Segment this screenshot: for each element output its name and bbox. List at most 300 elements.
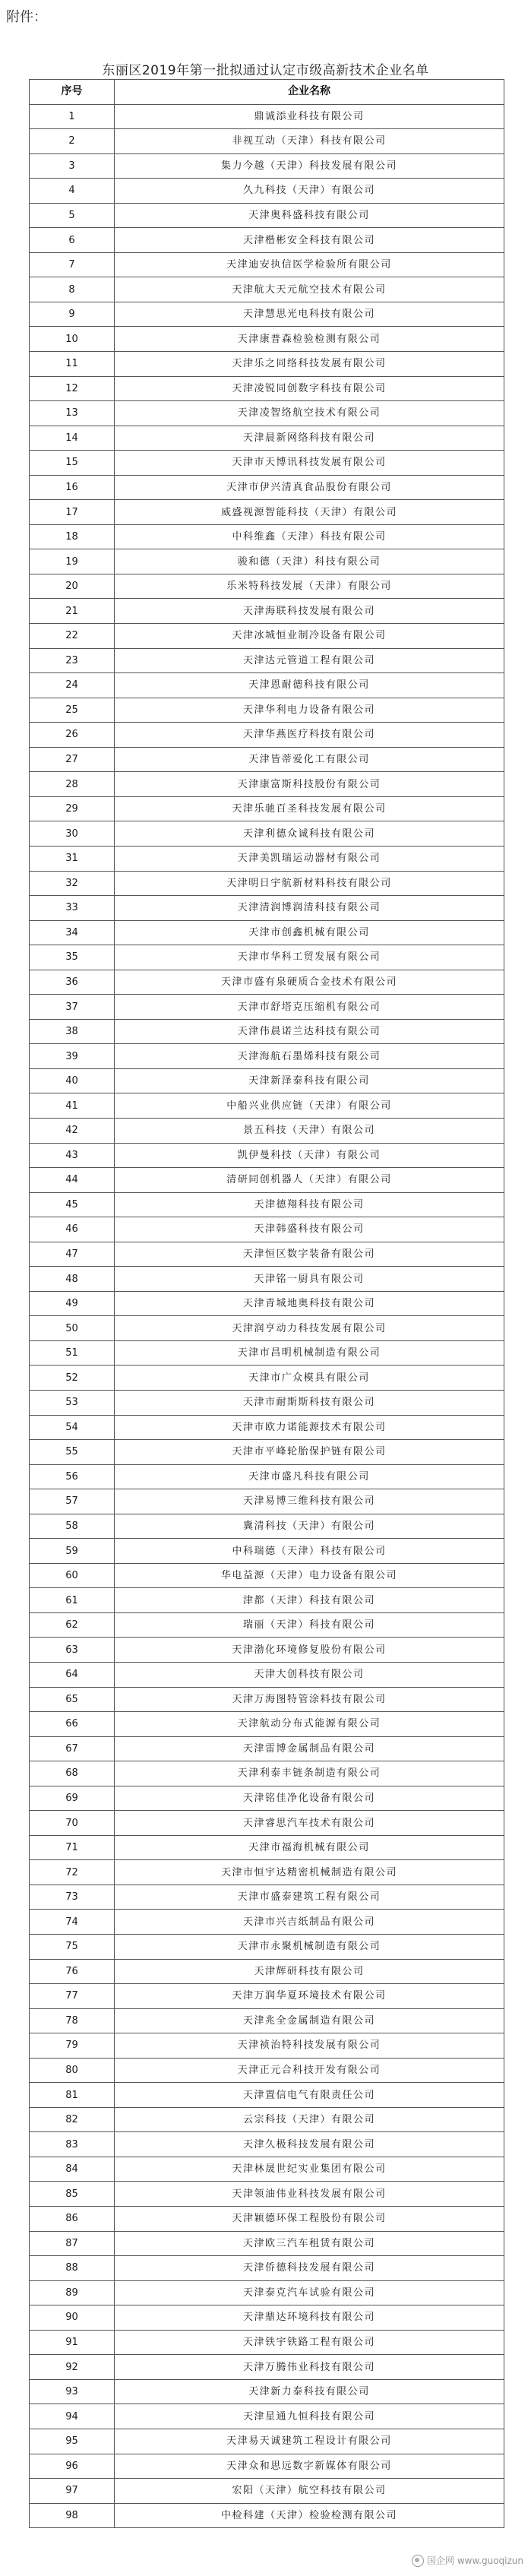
company-name: 天津鼎达环境科技有限公司 bbox=[115, 2305, 504, 2331]
company-name: 清研同创机器人（天津）有限公司 bbox=[115, 1168, 504, 1193]
row-index: 48 bbox=[30, 1267, 115, 1292]
row-index: 84 bbox=[30, 2157, 115, 2182]
row-index: 66 bbox=[30, 1712, 115, 1737]
company-name: 天津侨德科技发展有限公司 bbox=[115, 2256, 504, 2281]
row-index: 53 bbox=[30, 1390, 115, 1415]
company-name: 天津华利电力设备有限公司 bbox=[115, 698, 504, 723]
table-row bbox=[30, 871, 504, 896]
company-name: 天津华燕医疗科技有限公司 bbox=[115, 723, 504, 748]
table-row bbox=[30, 2379, 504, 2404]
table-row bbox=[30, 1267, 504, 1292]
table-body bbox=[30, 104, 504, 2528]
row-index: 96 bbox=[30, 2454, 115, 2479]
table-row bbox=[30, 896, 504, 921]
row-index: 18 bbox=[30, 524, 115, 549]
row-index: 16 bbox=[30, 475, 115, 500]
row-index: 5 bbox=[30, 203, 115, 228]
table-row bbox=[30, 1811, 504, 1836]
company-name: 天津欧三汽车租赁有限公司 bbox=[115, 2231, 504, 2256]
table-row bbox=[30, 451, 504, 476]
company-name: 天津市福海机械有限公司 bbox=[115, 1835, 504, 1860]
row-index: 44 bbox=[30, 1168, 115, 1193]
table-row bbox=[30, 1563, 504, 1588]
row-index: 91 bbox=[30, 2330, 115, 2355]
table-row bbox=[30, 1242, 504, 1267]
company-name: 天津市平峰轮胎保护链有限公司 bbox=[115, 1440, 504, 1465]
table-row bbox=[30, 1712, 504, 1737]
table-row bbox=[30, 2033, 504, 2059]
watermark-text: 国企网 www.guoqizun bbox=[427, 2555, 523, 2566]
table-header-row bbox=[30, 80, 504, 105]
table-row bbox=[30, 698, 504, 723]
table-row bbox=[30, 1539, 504, 1564]
row-index: 58 bbox=[30, 1514, 115, 1539]
company-name: 天津大创科技有限公司 bbox=[115, 1663, 504, 1688]
table-row bbox=[30, 549, 504, 574]
row-index: 94 bbox=[30, 2404, 115, 2429]
table-row bbox=[30, 2207, 504, 2232]
row-index: 82 bbox=[30, 2107, 115, 2132]
table-row bbox=[30, 1340, 504, 1366]
column-header-index: 序号 bbox=[30, 80, 115, 105]
attachment-label: 附件： bbox=[6, 9, 47, 25]
company-name: 天津市盛泰建筑工程有限公司 bbox=[115, 1885, 504, 1910]
company-name: 天津市创鑫机械有限公司 bbox=[115, 920, 504, 945]
row-index: 60 bbox=[30, 1563, 115, 1588]
row-index: 67 bbox=[30, 1736, 115, 1761]
table-row bbox=[30, 1093, 504, 1119]
row-index: 54 bbox=[30, 1415, 115, 1440]
table-row bbox=[30, 352, 504, 377]
company-name: 华电益源（天津）电力设备有限公司 bbox=[115, 1563, 504, 1588]
company-name: 鼎诚添业科技有限公司 bbox=[115, 104, 504, 129]
company-name: 天津易博三维科技有限公司 bbox=[115, 1489, 504, 1514]
row-index: 40 bbox=[30, 1068, 115, 1093]
table-row bbox=[30, 648, 504, 673]
table-row bbox=[30, 2132, 504, 2157]
table-row bbox=[30, 1390, 504, 1415]
row-index: 36 bbox=[30, 970, 115, 995]
row-index: 86 bbox=[30, 2207, 115, 2232]
table-row bbox=[30, 153, 504, 179]
company-name: 天津韩盛科技有限公司 bbox=[115, 1217, 504, 1242]
table-row bbox=[30, 2182, 504, 2207]
table-row bbox=[30, 376, 504, 401]
table-row bbox=[30, 1291, 504, 1316]
table-row bbox=[30, 2107, 504, 2132]
company-name: 天津利德众诚科技有限公司 bbox=[115, 821, 504, 847]
table-row bbox=[30, 129, 504, 154]
table-row bbox=[30, 1860, 504, 1885]
row-index: 34 bbox=[30, 920, 115, 945]
row-index: 20 bbox=[30, 574, 115, 599]
table-row bbox=[30, 2083, 504, 2108]
table-row bbox=[30, 673, 504, 698]
company-name: 天津市天博讯科技发展有限公司 bbox=[115, 451, 504, 476]
table-row bbox=[30, 1068, 504, 1093]
table-row bbox=[30, 179, 504, 204]
table-row bbox=[30, 2305, 504, 2331]
row-index: 98 bbox=[30, 2503, 115, 2528]
row-index: 29 bbox=[30, 796, 115, 821]
company-name: 天津领油伟业科技发展有限公司 bbox=[115, 2182, 504, 2207]
table-row bbox=[30, 1959, 504, 1984]
row-index: 37 bbox=[30, 995, 115, 1020]
table-row bbox=[30, 1935, 504, 1960]
company-name: 景五科技（天津）有限公司 bbox=[115, 1118, 504, 1143]
company-name: 天津乐之同络科技发展有限公司 bbox=[115, 352, 504, 377]
row-index: 95 bbox=[30, 2429, 115, 2454]
company-name: 天津润亨动力科技发展有限公司 bbox=[115, 1316, 504, 1341]
table-row bbox=[30, 796, 504, 821]
company-name: 天津铭佳净化设备有限公司 bbox=[115, 1786, 504, 1811]
row-index: 88 bbox=[30, 2256, 115, 2281]
table-row bbox=[30, 1663, 504, 1688]
table-row bbox=[30, 203, 504, 228]
table-row bbox=[30, 2429, 504, 2454]
row-index: 43 bbox=[30, 1143, 115, 1168]
company-name: 天津凌智络航空技术有限公司 bbox=[115, 401, 504, 426]
row-index: 38 bbox=[30, 1019, 115, 1044]
company-name: 天津冰城恒业制冷设备有限公司 bbox=[115, 624, 504, 649]
row-index: 78 bbox=[30, 2008, 115, 2033]
table-row bbox=[30, 846, 504, 871]
table-row bbox=[30, 2479, 504, 2504]
row-index: 64 bbox=[30, 1663, 115, 1688]
row-index: 25 bbox=[30, 698, 115, 723]
row-index: 14 bbox=[30, 426, 115, 451]
document-title: 东丽区2019年第一批拟通过认定市级高新技术企业名单 bbox=[102, 63, 429, 78]
row-index: 80 bbox=[30, 2058, 115, 2083]
table-row bbox=[30, 426, 504, 451]
table-row bbox=[30, 2008, 504, 2033]
company-name: 天津众和思远数字新媒体有限公司 bbox=[115, 2454, 504, 2479]
table-row bbox=[30, 500, 504, 525]
company-name: 天津市舒塔克压缩机有限公司 bbox=[115, 995, 504, 1020]
row-index: 30 bbox=[30, 821, 115, 847]
row-index: 71 bbox=[30, 1835, 115, 1860]
company-name: 天津雷博金属制品有限公司 bbox=[115, 1736, 504, 1761]
watermark-logo-icon bbox=[412, 2555, 424, 2567]
row-index: 35 bbox=[30, 945, 115, 970]
table-row bbox=[30, 1786, 504, 1811]
table-row bbox=[30, 1638, 504, 1663]
company-name: 天津市昌明机械制造有限公司 bbox=[115, 1340, 504, 1366]
row-index: 55 bbox=[30, 1440, 115, 1465]
table-row bbox=[30, 2330, 504, 2355]
company-name: 天津万润华夏环境技术有限公司 bbox=[115, 1984, 504, 2009]
row-index: 2 bbox=[30, 129, 115, 154]
row-index: 9 bbox=[30, 302, 115, 327]
company-name: 宏阳（天津）航空科技有限公司 bbox=[115, 2479, 504, 2504]
company-name: 天津利泰丰链条制造有限公司 bbox=[115, 1761, 504, 1786]
table-row bbox=[30, 2157, 504, 2182]
company-name: 天津迪安执信医学检验所有限公司 bbox=[115, 252, 504, 277]
row-index: 13 bbox=[30, 401, 115, 426]
row-index: 57 bbox=[30, 1489, 115, 1514]
company-name: 天津市华科工贸发展有限公司 bbox=[115, 945, 504, 970]
table-row bbox=[30, 624, 504, 649]
company-name: 威盛视源智能科技（天津）有限公司 bbox=[115, 500, 504, 525]
row-index: 81 bbox=[30, 2083, 115, 2108]
table-row bbox=[30, 228, 504, 253]
row-index: 76 bbox=[30, 1959, 115, 1984]
row-index: 79 bbox=[30, 2033, 115, 2059]
row-index: 23 bbox=[30, 648, 115, 673]
table-row bbox=[30, 920, 504, 945]
row-index: 90 bbox=[30, 2305, 115, 2331]
company-name: 天津市盛凡科技有限公司 bbox=[115, 1464, 504, 1489]
watermark bbox=[412, 2554, 523, 2567]
company-name: 天津明日宇航新材料科技有限公司 bbox=[115, 871, 504, 896]
row-index: 39 bbox=[30, 1044, 115, 1069]
table-row bbox=[30, 1168, 504, 1193]
company-name: 天津市欧力诺能源技术有限公司 bbox=[115, 1415, 504, 1440]
row-index: 92 bbox=[30, 2355, 115, 2380]
table-row bbox=[30, 723, 504, 748]
company-name: 天津达元管道工程有限公司 bbox=[115, 648, 504, 673]
table-row bbox=[30, 252, 504, 277]
table-row bbox=[30, 104, 504, 129]
table-row bbox=[30, 2231, 504, 2256]
company-name: 天津海航石墨烯科技有限公司 bbox=[115, 1044, 504, 1069]
table-row bbox=[30, 2256, 504, 2281]
column-header-company: 企业名称 bbox=[115, 80, 504, 105]
row-index: 26 bbox=[30, 723, 115, 748]
row-index: 69 bbox=[30, 1786, 115, 1811]
company-name: 天津航大天元航空技术有限公司 bbox=[115, 277, 504, 302]
row-index: 1 bbox=[30, 104, 115, 129]
company-name: 天津晨新网络科技有限公司 bbox=[115, 426, 504, 451]
table-row bbox=[30, 1489, 504, 1514]
company-name: 天津易天诚建筑工程设计有限公司 bbox=[115, 2429, 504, 2454]
table-row bbox=[30, 401, 504, 426]
company-name: 天津辉研科技有限公司 bbox=[115, 1959, 504, 1984]
row-index: 7 bbox=[30, 252, 115, 277]
row-index: 3 bbox=[30, 153, 115, 179]
row-index: 17 bbox=[30, 500, 115, 525]
company-name: 天津泰克汽车试验有限公司 bbox=[115, 2280, 504, 2305]
table-row bbox=[30, 2280, 504, 2305]
row-index: 6 bbox=[30, 228, 115, 253]
company-name: 天津正元合科技开发有限公司 bbox=[115, 2058, 504, 2083]
row-index: 93 bbox=[30, 2379, 115, 2404]
row-index: 31 bbox=[30, 846, 115, 871]
row-index: 73 bbox=[30, 1885, 115, 1910]
row-index: 50 bbox=[30, 1316, 115, 1341]
row-index: 59 bbox=[30, 1539, 115, 1564]
table-row bbox=[30, 1736, 504, 1761]
row-index: 11 bbox=[30, 352, 115, 377]
row-index: 75 bbox=[30, 1935, 115, 1960]
table-row bbox=[30, 1910, 504, 1935]
row-index: 85 bbox=[30, 2182, 115, 2207]
row-index: 77 bbox=[30, 1984, 115, 2009]
row-index: 63 bbox=[30, 1638, 115, 1663]
company-name: 天津康富斯科技股份有限公司 bbox=[115, 772, 504, 797]
row-index: 68 bbox=[30, 1761, 115, 1786]
table-row bbox=[30, 1118, 504, 1143]
row-index: 97 bbox=[30, 2479, 115, 2504]
company-name: 天津市兴吉纸制品有限公司 bbox=[115, 1910, 504, 1935]
company-name: 天津渤化环境修复股份有限公司 bbox=[115, 1638, 504, 1663]
company-name: 冀清科技（天津）有限公司 bbox=[115, 1514, 504, 1539]
table-row bbox=[30, 747, 504, 772]
company-name: 中科维鑫（天津）科技有限公司 bbox=[115, 524, 504, 549]
company-name: 天津慧思光电科技有限公司 bbox=[115, 302, 504, 327]
row-index: 15 bbox=[30, 451, 115, 476]
table-row bbox=[30, 1192, 504, 1217]
company-name: 瑞丽（天津）科技有限公司 bbox=[115, 1612, 504, 1638]
table-row bbox=[30, 1366, 504, 1391]
company-name: 天津伟晨诺兰达科技有限公司 bbox=[115, 1019, 504, 1044]
table-row bbox=[30, 524, 504, 549]
company-name: 天津万腾伟业科技有限公司 bbox=[115, 2355, 504, 2380]
row-index: 47 bbox=[30, 1242, 115, 1267]
company-name: 骏和德（天津）科技有限公司 bbox=[115, 549, 504, 574]
company-name: 天津新力泰科技有限公司 bbox=[115, 2379, 504, 2404]
row-index: 52 bbox=[30, 1366, 115, 1391]
company-name: 天津航动分布式能源有限公司 bbox=[115, 1712, 504, 1737]
table-row bbox=[30, 821, 504, 847]
table-row bbox=[30, 1044, 504, 1069]
company-name: 天津兆全金属制造有限公司 bbox=[115, 2008, 504, 2033]
company-name: 天津楷彬安全科技有限公司 bbox=[115, 228, 504, 253]
company-list-table bbox=[29, 79, 504, 2528]
table-row bbox=[30, 995, 504, 1020]
table-row bbox=[30, 2355, 504, 2380]
row-index: 56 bbox=[30, 1464, 115, 1489]
table-row bbox=[30, 1316, 504, 1341]
table-row bbox=[30, 1514, 504, 1539]
row-index: 72 bbox=[30, 1860, 115, 1885]
row-index: 49 bbox=[30, 1291, 115, 1316]
table-row bbox=[30, 574, 504, 599]
company-name: 天津星通九恒科技有限公司 bbox=[115, 2404, 504, 2429]
table-row bbox=[30, 1217, 504, 1242]
row-index: 45 bbox=[30, 1192, 115, 1217]
table-row bbox=[30, 2404, 504, 2429]
row-index: 62 bbox=[30, 1612, 115, 1638]
company-name: 天津海联科技发展有限公司 bbox=[115, 599, 504, 624]
company-name: 天津皆蒂爱化工有限公司 bbox=[115, 747, 504, 772]
table-row bbox=[30, 475, 504, 500]
table-row bbox=[30, 1612, 504, 1638]
row-index: 65 bbox=[30, 1687, 115, 1712]
company-name: 中检科建（天津）检验检测有限公司 bbox=[115, 2503, 504, 2528]
company-name: 天津美凯瑞运动器材有限公司 bbox=[115, 846, 504, 871]
row-index: 74 bbox=[30, 1910, 115, 1935]
company-name: 天津恩耐德科技有限公司 bbox=[115, 673, 504, 698]
company-name: 中船兴业供应链（天津）有限公司 bbox=[115, 1093, 504, 1119]
table-row bbox=[30, 1019, 504, 1044]
company-name: 天津市永聚机械制造有限公司 bbox=[115, 1935, 504, 1960]
company-name: 天津祯治特科技发展有限公司 bbox=[115, 2033, 504, 2059]
table-row bbox=[30, 1761, 504, 1786]
company-name: 天津铁宇铁路工程有限公司 bbox=[115, 2330, 504, 2355]
table-row bbox=[30, 2454, 504, 2479]
row-index: 46 bbox=[30, 1217, 115, 1242]
row-index: 87 bbox=[30, 2231, 115, 2256]
row-index: 89 bbox=[30, 2280, 115, 2305]
company-name: 天津林晟世纪实业集团有限公司 bbox=[115, 2157, 504, 2182]
table-row bbox=[30, 327, 504, 352]
row-index: 32 bbox=[30, 871, 115, 896]
company-name: 天津铭一厨具有限公司 bbox=[115, 1267, 504, 1292]
row-index: 83 bbox=[30, 2132, 115, 2157]
table-row bbox=[30, 599, 504, 624]
company-name: 天津置信电气有限责任公司 bbox=[115, 2083, 504, 2108]
row-index: 51 bbox=[30, 1340, 115, 1366]
table-row bbox=[30, 772, 504, 797]
row-index: 28 bbox=[30, 772, 115, 797]
row-index: 42 bbox=[30, 1118, 115, 1143]
row-index: 10 bbox=[30, 327, 115, 352]
table-row bbox=[30, 945, 504, 970]
company-name: 天津久极科技发展有限公司 bbox=[115, 2132, 504, 2157]
company-name: 天津市盛有泉硬质合金技术有限公司 bbox=[115, 970, 504, 995]
company-name: 天津市伊兴清真食品股份有限公司 bbox=[115, 475, 504, 500]
company-name: 天津乐驰百圣科技发展有限公司 bbox=[115, 796, 504, 821]
company-name: 天津万海图特管涂料技有限公司 bbox=[115, 1687, 504, 1712]
table-row bbox=[30, 1588, 504, 1613]
table-row bbox=[30, 1440, 504, 1465]
company-name: 天津德翔科技有限公司 bbox=[115, 1192, 504, 1217]
table-row bbox=[30, 2058, 504, 2083]
row-index: 21 bbox=[30, 599, 115, 624]
table-row bbox=[30, 1687, 504, 1712]
company-name: 天津颖德环保工程股份有限公司 bbox=[115, 2207, 504, 2232]
row-index: 61 bbox=[30, 1588, 115, 1613]
company-name: 天津康普森检验检测有限公司 bbox=[115, 327, 504, 352]
table-row bbox=[30, 1464, 504, 1489]
row-index: 22 bbox=[30, 624, 115, 649]
company-name: 天津恒区数字装备有限公司 bbox=[115, 1242, 504, 1267]
table-row bbox=[30, 2503, 504, 2528]
table-row bbox=[30, 1984, 504, 2009]
table-row bbox=[30, 1415, 504, 1440]
company-name: 非视互动（天津）科技有限公司 bbox=[115, 129, 504, 154]
company-name: 天津青城地奥科技有限公司 bbox=[115, 1291, 504, 1316]
company-name: 天津市恒宇达精密机械制造有限公司 bbox=[115, 1860, 504, 1885]
company-name: 津都（天津）科技有限公司 bbox=[115, 1588, 504, 1613]
company-name: 天津清润博润清科技有限公司 bbox=[115, 896, 504, 921]
table-row bbox=[30, 1143, 504, 1168]
company-name: 天津市耐斯斯科技有限公司 bbox=[115, 1390, 504, 1415]
company-name: 集力今越（天津）科技发展有限公司 bbox=[115, 153, 504, 179]
table-row bbox=[30, 1885, 504, 1910]
row-index: 24 bbox=[30, 673, 115, 698]
company-name: 天津奥科盛科技有限公司 bbox=[115, 203, 504, 228]
table-row bbox=[30, 302, 504, 327]
company-name: 天津凌锐同创数字科技有限公司 bbox=[115, 376, 504, 401]
company-name: 乐米特科技发展（天津）有限公司 bbox=[115, 574, 504, 599]
row-index: 70 bbox=[30, 1811, 115, 1836]
row-index: 19 bbox=[30, 549, 115, 574]
row-index: 41 bbox=[30, 1093, 115, 1119]
company-name: 中科瑞德（天津）科技有限公司 bbox=[115, 1539, 504, 1564]
company-name: 天津市广众模具有限公司 bbox=[115, 1366, 504, 1391]
row-index: 8 bbox=[30, 277, 115, 302]
table-row bbox=[30, 970, 504, 995]
row-index: 4 bbox=[30, 179, 115, 204]
row-index: 27 bbox=[30, 747, 115, 772]
company-name: 凯伊曼科技（天津）有限公司 bbox=[115, 1143, 504, 1168]
company-name: 久九科技（天津）有限公司 bbox=[115, 179, 504, 204]
table-row bbox=[30, 277, 504, 302]
company-name: 天津睿思汽车技术有限公司 bbox=[115, 1811, 504, 1836]
row-index: 12 bbox=[30, 376, 115, 401]
